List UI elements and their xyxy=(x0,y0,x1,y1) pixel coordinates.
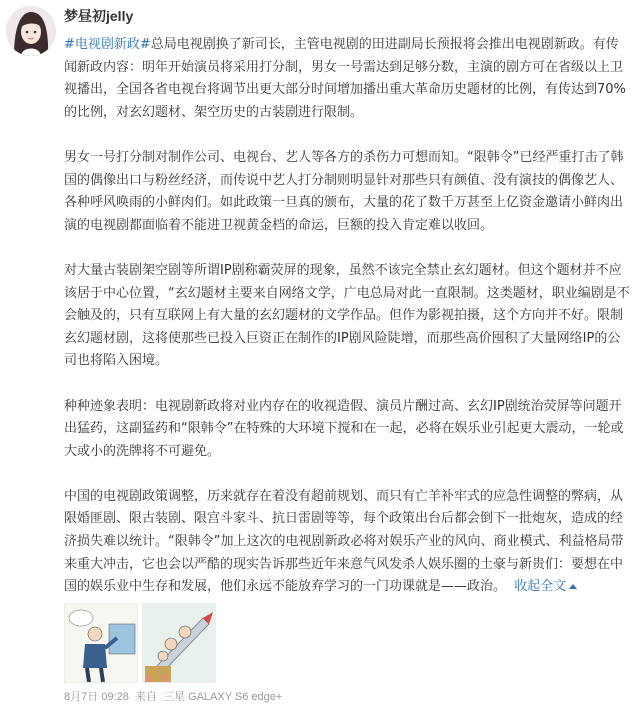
paragraph-5-text: 中国的电视剧政策调整，历来就存在着没有超前规划、而只有亡羊补牢式的应急性调整的弊病，从限婚匪剧、限古装剧、限宫斗家斗、抗日雷剧等等，每个政策出台后都会倒下一批炮灰，造成的经济损失难以统计。“限韩令”加上这次的电视剧新政必将对娱乐产业的风向、商业模式、利益格局带来重大冲击，它也会以严酷的现实告诉那些近年来意气风发杀人娱乐圈的土豪与新贵们：要想在中国的娱乐业中生存和发展，他们永远不能放弃学习的一门功课就是——政治。 xyxy=(64,488,624,595)
post-paragraph-2: 男女一号打分制对制作公司、电视台、艺人等各方的杀伤力可想而知。“限韩令”已经严重打击了韩国的偶像出口与粉丝经济，而传说中艺人打分制则明显针对那些只有颜值、没有演技的偶像艺人、各种呼风唤雨的小鲜肉们。如此政策一旦真的颁布，大量的花了数千万甚至上亿资金邀请小鲜肉出演的电视剧都面临着不能进卫视黄金档的命运，巨额的投入肯定难以收回。 xyxy=(64,149,624,233)
avatar-illustration xyxy=(6,6,56,56)
collapse-link[interactable] xyxy=(514,579,577,594)
avatar[interactable] xyxy=(6,6,56,56)
post-paragraph-4: 种种迹象表明：电视剧新政将对业内存在的收视造假、演员片酬过高、玄幻IP剧统治荧屏等问题开出猛药，这副猛药和“限韩令”在特殊的大环境下搅和在一起，必将在娱乐业引起更大震动，一轮或大或小的洗牌将不可避免。 xyxy=(64,398,624,459)
caret-up-icon xyxy=(569,584,577,589)
post-meta xyxy=(64,688,285,704)
paragraph-1-text: 总局电视剧换了新司长，主管电视剧的田进副局长预报将会推出电视剧新政。有传闻新政内容：明年开始演员将采用打分制，男女一号需达到足够分数，主演的剧方可在省级以上卫视播出，全国各省电视台将调节出更大部分时间增加播出重大革命历史题材的比例，有传达到70%的比例，对玄幻题材、架空历史的古装剧进行限制。 xyxy=(64,37,626,120)
thumbnail-image-2[interactable] xyxy=(142,603,216,683)
post-paragraph-1 xyxy=(64,34,630,124)
post-content xyxy=(64,34,630,599)
post-author-name[interactable]: 梦昼初jelly xyxy=(64,8,134,24)
source-prefix: 来自 xyxy=(134,691,157,703)
cartoon-rocket-image xyxy=(143,604,216,683)
cartoon-official-image xyxy=(65,604,138,683)
thumbnail-image-1[interactable] xyxy=(64,603,138,683)
collapse-label: 收起全文 xyxy=(514,579,567,595)
post-timestamp[interactable]: 8月7日 09:28 xyxy=(64,691,129,703)
device-source[interactable]: 三星 GALAXY S6 edge+ xyxy=(162,691,283,703)
post-paragraph-3: 对大量古装剧架空剧等所谓IP剧称霸荧屏的现象，虽然不该完全禁止玄幻题材。但这个题材并不应该居于中心位置，“玄幻题材主要来自网络文学，广电总局对此一直限制。这类题材，职业编剧是不会触及的，只有互联网上有大量的玄幻题材的文学作品。但作为影视拍摄，这个方向并不好。限制玄幻题材剧，这将使那些已投入巨资正在制作的IP剧风险陡增，而那些高价囤积了大量网络IP的公司也将陷入困境。 xyxy=(64,262,630,369)
hashtag-link[interactable]: #电视剧新政# xyxy=(64,37,151,52)
post-paragraph-5 xyxy=(64,486,630,599)
